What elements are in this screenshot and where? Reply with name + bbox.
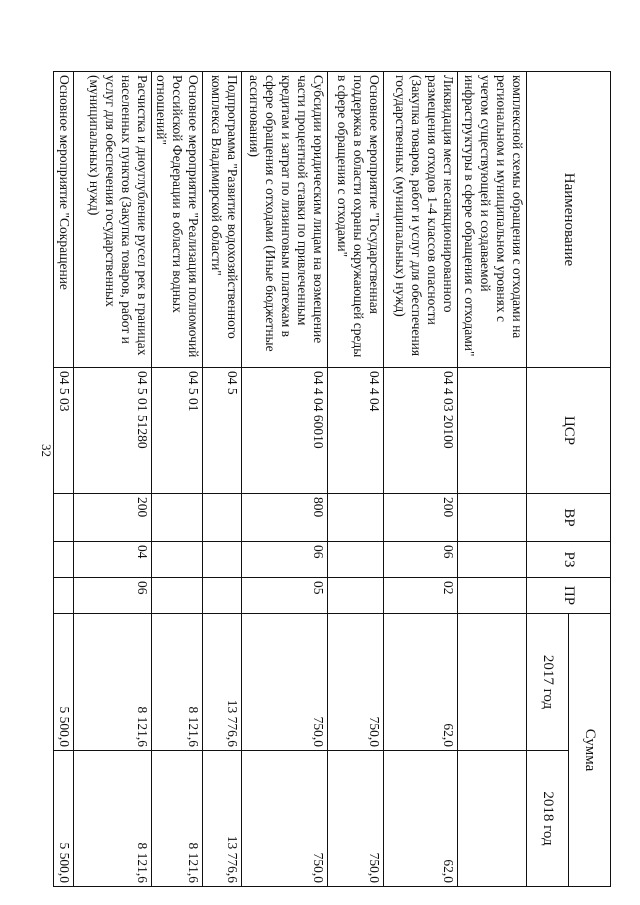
table-row <box>242 72 328 887</box>
row-vr-cell <box>328 494 384 542</box>
row-name-cell: Основное мероприятие "Реализация полномочий Российской Федерации в области водных отношений" <box>152 72 203 368</box>
row-vr-cell <box>203 494 242 542</box>
row-csr-cell: 04 4 03 20100 <box>384 368 458 494</box>
row-rz-cell <box>203 542 242 578</box>
row-rz-cell <box>152 542 203 578</box>
row-vr-cell <box>54 494 74 542</box>
row-name-cell: Ликвидация мест несанкционированного размещения отходов 1-4 классов опасности (Закупка товаров, работ и услуг для обеспечения государственных (муниципальных) нужд) <box>384 72 458 368</box>
page-number: 32 <box>39 444 54 457</box>
row-sum-2017-cell: 8 121,6 <box>74 614 152 751</box>
row-rz-cell: 04 <box>74 542 152 578</box>
row-sum-2018-cell <box>458 751 527 887</box>
row-pr-cell <box>458 578 527 614</box>
row-csr-cell: 04 5 01 <box>152 368 203 494</box>
row-vr-cell: 200 <box>384 494 458 542</box>
row-vr-cell <box>458 494 527 542</box>
row-csr-cell: 04 5 03 <box>54 368 74 494</box>
row-sum-2017-cell: 13 776,6 <box>203 614 242 751</box>
row-sum-2017-cell: 750,0 <box>242 614 328 751</box>
row-name-cell: Основное мероприятие "Сокращение <box>54 72 74 368</box>
header-csr: ЦСР <box>527 368 611 494</box>
table-row <box>384 72 458 887</box>
row-pr-cell <box>54 578 74 614</box>
table-row <box>54 72 74 887</box>
row-name-cell: комплексной схемы обращения с отходами на региональном и муниципальном уровнях с учетом существующей и создаваемой инфраструктуры в сфере обращения с отходами" <box>458 72 527 368</box>
row-sum-2018-cell: 62,0 <box>384 751 458 887</box>
table-row <box>74 72 152 887</box>
header-pr: ПР <box>527 578 611 614</box>
row-sum-2017-cell: 750,0 <box>328 614 384 751</box>
row-pr-cell: 02 <box>384 578 458 614</box>
budget-table <box>53 71 611 887</box>
row-name-cell: Подпрограмма "Развитие водохозяйственного комплекса Владимирской области" <box>203 72 242 368</box>
row-rz-cell <box>458 542 527 578</box>
table-row <box>203 72 242 887</box>
row-sum-2018-cell: 8 121,6 <box>152 751 203 887</box>
row-csr-cell: 04 4 04 60010 <box>242 368 328 494</box>
row-rz-cell <box>328 542 384 578</box>
row-vr-cell <box>152 494 203 542</box>
row-vr-cell: 200 <box>74 494 152 542</box>
row-rz-cell <box>54 542 74 578</box>
row-pr-cell <box>152 578 203 614</box>
header-year-2018: 2018 год <box>527 751 569 887</box>
row-rz-cell: 06 <box>384 542 458 578</box>
row-sum-2018-cell: 5 500,0 <box>54 751 74 887</box>
row-sum-2017-cell <box>458 614 527 751</box>
row-csr-cell: 04 5 <box>203 368 242 494</box>
table-row <box>328 72 384 887</box>
row-pr-cell: 05 <box>242 578 328 614</box>
row-pr-cell: 06 <box>74 578 152 614</box>
header-sum: Сумма <box>569 614 611 887</box>
header-row-top <box>569 72 611 887</box>
header-year-2017: 2017 год <box>527 614 569 751</box>
header-vr: ВР <box>527 494 611 542</box>
row-name-cell: Расчистка и дноуглубление русел рек в границах населенных пунктов (Закупка товаров, работ и услуг для обеспечения государственных (муниципальных) нужд) <box>74 72 152 368</box>
row-sum-2017-cell: 62,0 <box>384 614 458 751</box>
row-pr-cell <box>328 578 384 614</box>
table-row <box>152 72 203 887</box>
row-name-cell: Основное мероприятие "Государственная поддержка в области охраны окружающей среды в сфере обращения с отходами" <box>328 72 384 368</box>
row-sum-2018-cell: 750,0 <box>242 751 328 887</box>
row-csr-cell: 04 5 01 51280 <box>74 368 152 494</box>
row-pr-cell <box>203 578 242 614</box>
row-sum-2017-cell: 8 121,6 <box>152 614 203 751</box>
header-rz: РЗ <box>527 542 611 578</box>
row-sum-2018-cell: 750,0 <box>328 751 384 887</box>
header-name: Наименование <box>527 72 611 368</box>
row-sum-2018-cell: 8 121,6 <box>74 751 152 887</box>
table-row <box>458 72 527 887</box>
row-vr-cell: 800 <box>242 494 328 542</box>
row-csr-cell: 04 4 04 <box>328 368 384 494</box>
row-rz-cell: 06 <box>242 542 328 578</box>
row-sum-2017-cell: 5 500,0 <box>54 614 74 751</box>
row-csr-cell <box>458 368 527 494</box>
row-sum-2018-cell: 13 776,6 <box>203 751 242 887</box>
row-name-cell: Субсидии юридическим лицам на возмещение части процентной ставки по привлеченным кредитам и затрат по лизинговым платежам в сфере обращения с отходами (Иные бюджетные ассигнования) <box>242 72 328 368</box>
rotated-table-container <box>57 71 611 886</box>
